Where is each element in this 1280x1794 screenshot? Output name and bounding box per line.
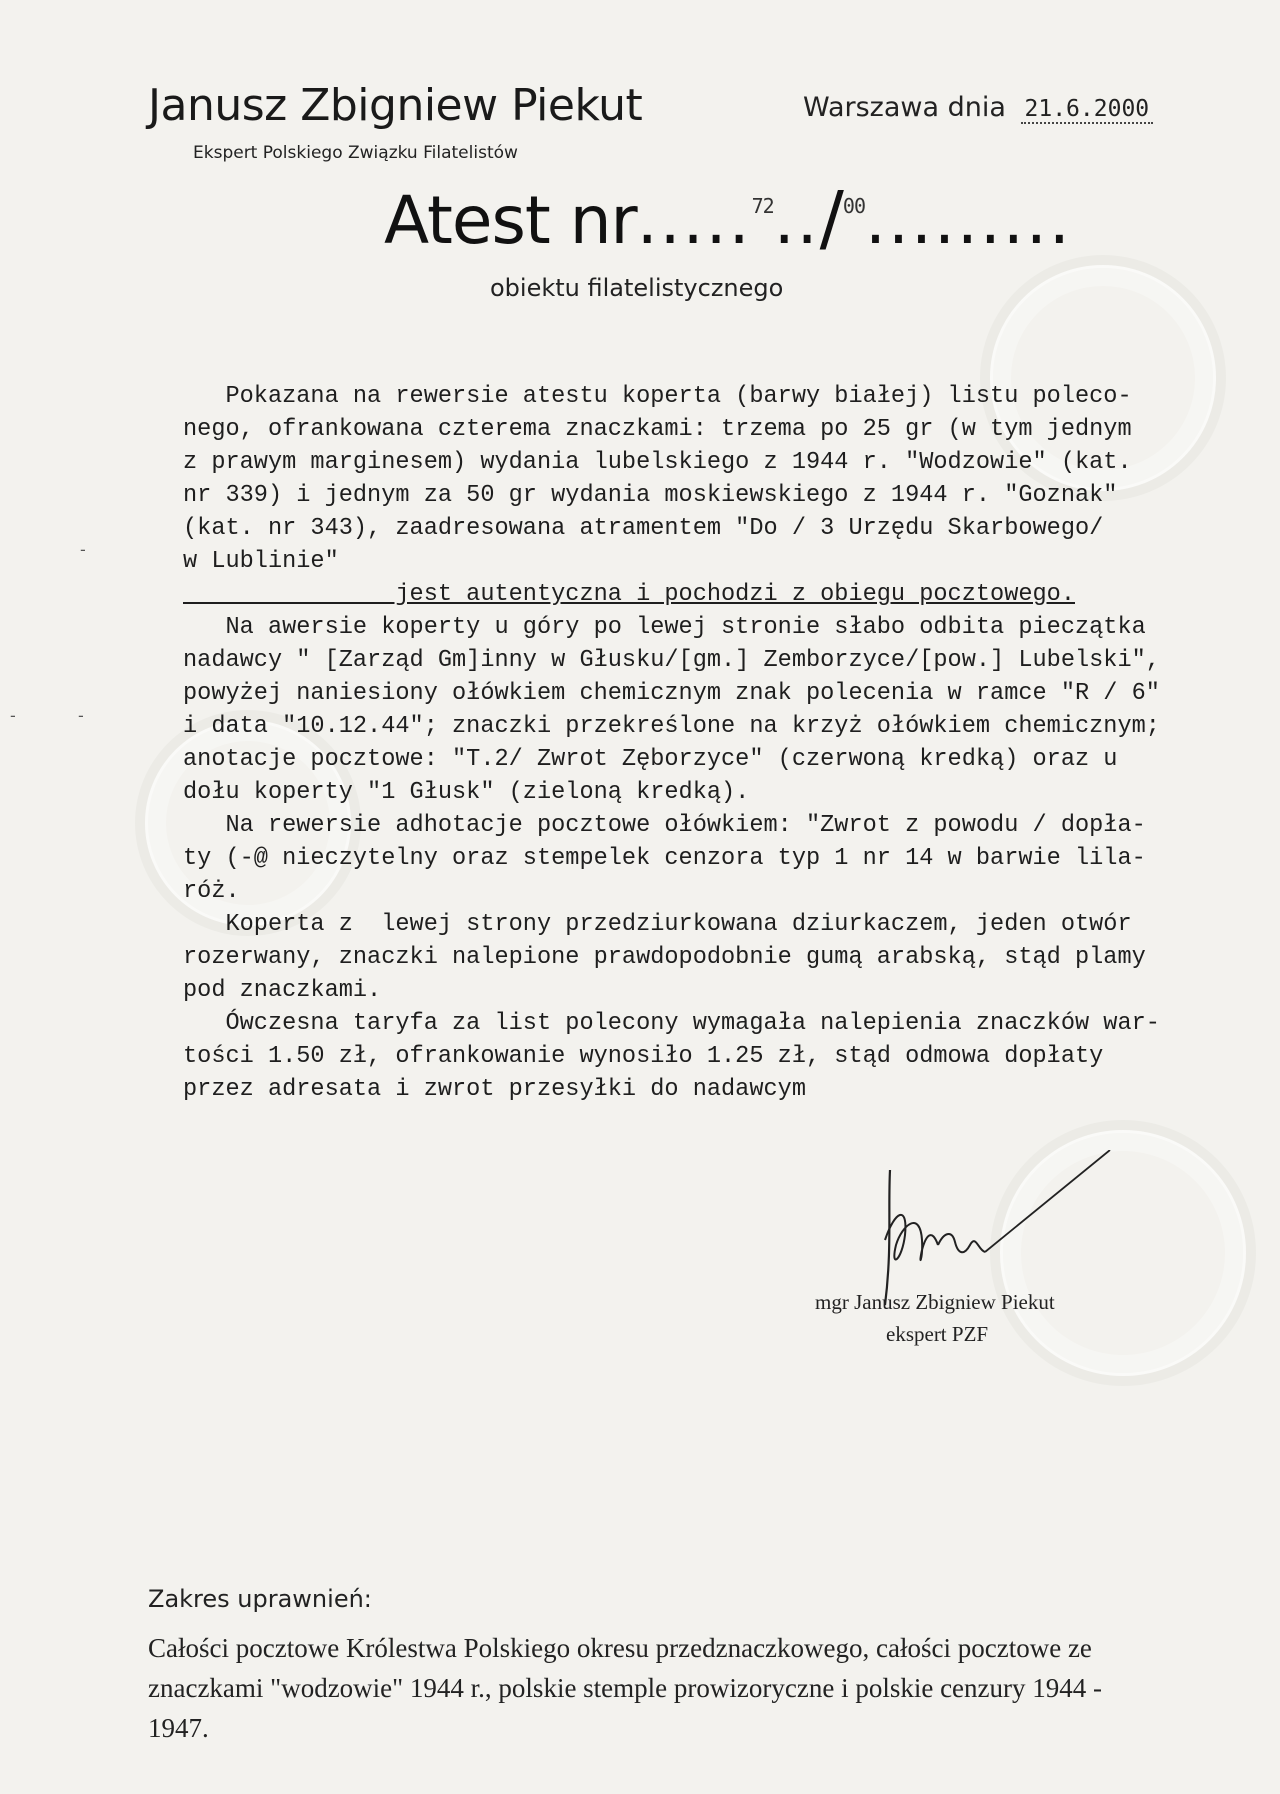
margin-mark: - bbox=[10, 706, 16, 725]
expert-name-heading: Janusz Zbigniew Piekut bbox=[148, 80, 643, 131]
object-label: obiektu filatelistycznego bbox=[490, 274, 784, 302]
body-line bbox=[183, 479, 1258, 512]
body-line-text: i data "10.12.44"; znaczki przekreślone na krzyż ołówkiem chemicznym; bbox=[183, 713, 1160, 740]
body-line-text: w Lublinie" bbox=[183, 548, 339, 575]
body-line bbox=[183, 941, 1258, 974]
signatory-name: mgr Janusz Zbigniew Piekut bbox=[815, 1290, 1055, 1314]
body-line bbox=[183, 380, 1258, 413]
body-line bbox=[183, 908, 1258, 941]
body-line-text: nr 339) i jednym za 50 gr wydania moskiewskiego z 1944 r. "Goznak" bbox=[183, 482, 1118, 509]
body-line bbox=[183, 776, 1258, 809]
body-line-text: Na awersie koperty u góry po lewej stronie słabo odbita pieczątka bbox=[183, 614, 1146, 641]
body-line-text: powyżej naniesiony ołówkiem chemicznym znak polecenia w ramce "R / 6" bbox=[183, 680, 1160, 707]
body-line bbox=[183, 512, 1258, 545]
body-line-text: Pokazana na rewersie atestu koperta (barwy białej) listu poleco- bbox=[183, 383, 1132, 410]
body-line-text: dołu koperty "1 Głusk" (zieloną kredką). bbox=[183, 779, 750, 806]
body-line-text: ty (-@ nieczytelny oraz stempelek cenzora typ 1 nr 14 w barwie lila- bbox=[183, 845, 1146, 872]
body-line-text: Koperta z lewej strony przedziurkowana dziurkaczem, jeden otwór bbox=[183, 911, 1132, 938]
body-line bbox=[183, 644, 1258, 677]
body-line-text: z prawym marginesem) wydania lubelskiego z 1944 r. "Wodzowie" (kat. bbox=[183, 449, 1132, 476]
body-line bbox=[183, 413, 1258, 446]
body-line bbox=[183, 446, 1258, 479]
certificate-body bbox=[183, 380, 1258, 1106]
body-line bbox=[183, 611, 1258, 644]
body-line-text: rozerwany, znaczki nalepione prawdopodobnie gumą arabską, stąd plamy bbox=[183, 944, 1146, 971]
scope-text: Całości pocztowe Królestwa Polskiego okresu przedznaczkowego, całości pocztowe ze znaczkami "wodzowie" 1944 r., polskie stemple prowizoryczne i polskie cenzury 1944 - 1947. bbox=[148, 1633, 1103, 1743]
body-line-text: Na rewersie adhotacje pocztowe ołówkiem: "Zwrot z powodu / dopła- bbox=[183, 812, 1146, 839]
body-line-text: pod znaczkami. bbox=[183, 977, 382, 1004]
authenticity-statement bbox=[183, 578, 1258, 611]
body-line bbox=[183, 974, 1258, 1007]
body-line bbox=[183, 842, 1258, 875]
body-line-text: nego, ofrankowana czterema znaczkami: trzema po 25 gr (w tym jednym bbox=[183, 416, 1132, 443]
scope-heading: Zakres uprawnień: bbox=[148, 1585, 372, 1613]
body-line bbox=[183, 710, 1258, 743]
expert-affiliation: Ekspert Polskiego Związku Filatelistów bbox=[193, 143, 518, 163]
body-line-text: (kat. nr 343), zaadresowana atramentem "Do / 3 Urzędu Skarbowego/ bbox=[183, 515, 1104, 542]
body-line bbox=[183, 545, 1258, 578]
margin-mark: - bbox=[78, 706, 84, 725]
body-line-text: nadawcy " [Zarząd Gm]inny w Głusku/[gm.] Zemborzyce/[pow.] Lubelski", bbox=[183, 647, 1160, 674]
margin-mark: - bbox=[80, 540, 86, 559]
body-line-text: przez adresata i zwrot przesyłki do nadawcym bbox=[183, 1076, 806, 1103]
title-prefix: Atest nr bbox=[384, 182, 637, 259]
body-line bbox=[183, 1040, 1258, 1073]
date-value: 21.6.2000 bbox=[1021, 96, 1154, 124]
body-line bbox=[183, 677, 1258, 710]
date-line bbox=[803, 92, 1153, 123]
certificate-title: Atest nr.....$^{72}$../$^{00}$......... bbox=[384, 176, 1072, 260]
body-line bbox=[183, 875, 1258, 908]
date-prefix: Warszawa dnia bbox=[803, 92, 1006, 123]
body-line-text: tości 1.50 zł, ofrankowanie wynosiło 1.25 zł, stąd odmowa dopłaty bbox=[183, 1043, 1104, 1070]
signatory-role: ekspert PZF bbox=[886, 1322, 989, 1346]
body-line bbox=[183, 809, 1258, 842]
certificate-number: 72 bbox=[751, 194, 774, 218]
body-line bbox=[183, 1073, 1258, 1106]
body-line bbox=[183, 743, 1258, 776]
body-line-text: jest autentyczna i pochodzi z obiegu pocztowego. bbox=[183, 581, 1075, 608]
body-line-text: Ówczesna taryfa za list polecony wymagała nalepienia znaczków war- bbox=[183, 1010, 1160, 1037]
body-line-text: róż. bbox=[183, 878, 240, 905]
certificate-year: 00 bbox=[842, 194, 866, 218]
body-line bbox=[183, 1007, 1258, 1040]
body-line-text: anotacje pocztowe: "T.2/ Zwrot Zęborzyce" (czerwoną kredką) oraz u bbox=[183, 746, 1118, 773]
